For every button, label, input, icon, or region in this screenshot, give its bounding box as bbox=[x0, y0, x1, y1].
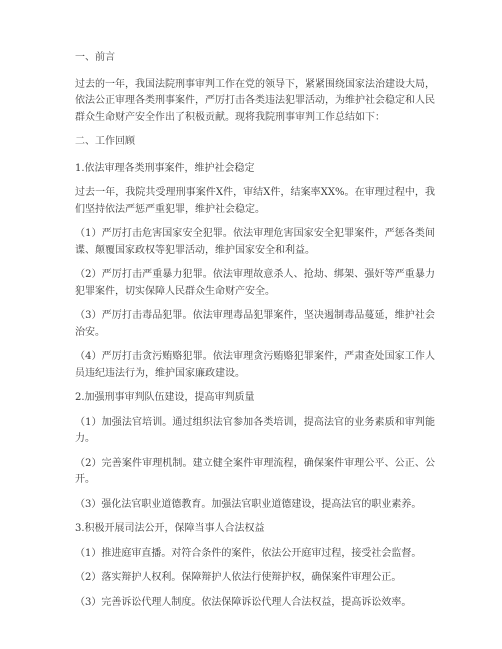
paragraph-1-item-4: （4）严厉打击贪污贿赂犯罪。依法审理贪污贿赂犯罪案件，严肃查处国家工作人员违纪违法行为，维护国家廉政建设。 bbox=[75, 351, 435, 379]
paragraph-2-item-3: （3）强化法官职业道德教育。加强法官职业道德建设，提高法官的职业素养。 bbox=[75, 498, 422, 510]
subheading-2: 2.加强刑事审判队伍建设，提高审判质量 bbox=[75, 392, 255, 403]
paragraph-2-item-2: （2）完善案件审理机制。建立健全案件审理流程，确保案件审理公平、公正、公开。 bbox=[75, 457, 435, 485]
section-heading-review: 二、工作回顾 bbox=[75, 136, 135, 147]
paragraph-1-item-1: （1）严厉打击危害国家安全犯罪。依法审理危害国家安全犯罪案件，严惩各类间谍、颠覆国家政权等犯罪活动，维护国家安全和利益。 bbox=[75, 228, 435, 256]
paragraph-1-summary: 过去一年，我院共受理刑事案件X件，审结X件，结案率XX%。在审理过程中，我们坚持依法严惩严重犯罪，维护社会稳定。 bbox=[75, 187, 435, 215]
section-heading-preface: 一、前言 bbox=[75, 52, 115, 63]
paragraph-1-item-2: （2）严厉打击严重暴力犯罪。依法审理故意杀人、抢劫、绑架、强奸等严重暴力犯罪案件，切实保障人民群众生命财产安全。 bbox=[75, 269, 435, 297]
paragraph-3-item-1: （1）推进庭审直播。对符合条件的案件，依法公开庭审过程，接受社会监督。 bbox=[75, 547, 422, 559]
paragraph-3-item-2: （2）落实辩护人权利。保障辩护人依法行使辩护权，确保案件审理公正。 bbox=[75, 572, 402, 583]
subheading-1: 1.依法审理各类刑事案件，维护社会稳定 bbox=[75, 162, 255, 174]
document-body bbox=[75, 50, 435, 619]
paragraph-intro: 过去的一年，我国法院刑事审判工作在党的领导下，紧紧围绕国家法治建设大局，依法公正审理各类刑事案件，严厉打击各类违法犯罪活动，为维护社会稳定和人民群众生命财产安全作出了积极贡献。现将我院刑事审判工作总结如下： bbox=[75, 78, 435, 123]
subheading-3: 3.积极开展司法公开，保障当事人合法权益 bbox=[75, 523, 265, 534]
paragraph-1-item-3: （3）严厉打击毒品犯罪。依法审理毒品犯罪案件，坚决遏制毒品蔓延，维护社会治安。 bbox=[75, 310, 435, 338]
paragraph-2-item-1: （1）加强法官培训。通过组织法官参加各类培训，提高法官的业务素质和审判能力。 bbox=[75, 416, 435, 444]
paragraph-3-item-3: （3）完善诉讼代理人制度。依法保障诉讼代理人合法权益，提高诉讼效率。 bbox=[75, 596, 412, 608]
